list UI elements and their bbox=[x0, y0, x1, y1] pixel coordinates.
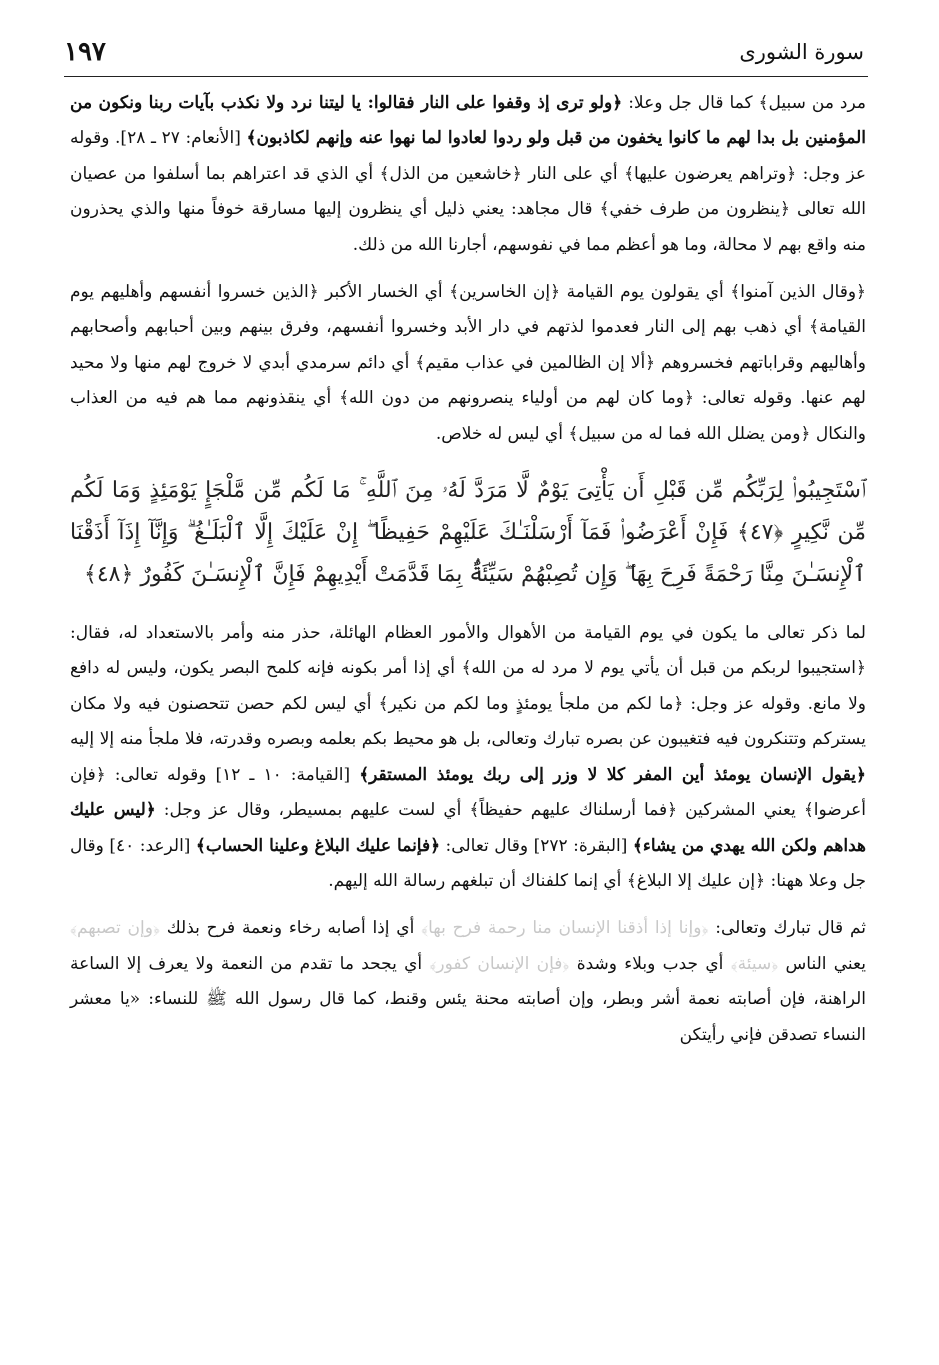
text-segment: [الأنعام: ٢٧ ـ ٢٨]. وقوله عز وجل: ﴿وتراهم يعرضون عليها﴾ أي على النار ﴿خاشعين من الذل﴾ أي الذي قد اعتراهم بما أسلفوا من عصيان الله تعالى ﴿ينظرون من طرف خفي﴾ قال مجاهد: يعني ذليل أي ينظرون إليها مسارقة خوفاً منها والذي يحذرون منه واقع بهم لا محالة، وما هو أعظم مما في نفوسهم، أجارنا الله من ذلك. bbox=[70, 128, 866, 255]
quote-segment: ﴿ليس عليك هداهم ولكن الله يهدي من يشاء﴾ bbox=[70, 800, 866, 856]
quote-segment: ﴿يقول الإنسان يومئذ أين المفر كلا لا وزر إلى ربك يومئذ المستقر﴾ bbox=[359, 764, 867, 785]
text-segment: مرد من سبيل﴾ كما قال جل وعلا: bbox=[622, 93, 866, 113]
text-segment: أي يجحد ما تقدم من النعمة ولا يعرف إلا الساعة الراهنة، فإن أصابته نعمة أشر وبطر، وإن أصابته محنة يئس وقنط، كما قال رسول الله ﷺ للنساء: «يا معشر النساء تصدقن فإني رأيتكن bbox=[70, 953, 866, 1045]
faded-quote: ﴿فإن الإنسان كفور﴾ bbox=[429, 953, 570, 974]
page-header bbox=[64, 34, 864, 70]
quote-segment: ﴿ولو ترى إذ وقفوا على النار فقالوا: يا ليتنا نرد ولا نكذب بآيات ربنا ونكون من المؤمنين بل بدا لهم ما كانوا يخفون من قبل ولو ردوا لعادوا لما نهوا عنه وإنهم لكاذبون﴾ bbox=[70, 93, 866, 149]
text-segment: أي جدب وبلاء وشدة bbox=[569, 953, 731, 974]
text-segment: يعني الناس bbox=[778, 953, 866, 974]
text-segment: ﴿وقال الذين آمنوا﴾ أي يقولون يوم القيامة ﴿إن الخاسرين﴾ أي الخسار الأكبر ﴿الذين خسروا أنفسهم وأهليهم يوم القيامة﴾ أي ذهب بهم إلى النار فعدموا لذتهم في دار الأبد وخسروا أنفسهم، وفرق بينهم وبين أحبابهم وأصحابهم وأهاليهم وقراباتهم فخسروهم ﴿ألا إن الظالمين في عذاب مقيم﴾ أي دائم سرمدي أبدي لا خروج لهم منها ولا محيد لهم عنها. وقوله تعالى: ﴿وما كان لهم من أولياء ينصرونهم من دون الله﴾ أي ينقذونهم مما هم فيه من العذاب والنكال ﴿ومن يضلل الله فما له من سبيل﴾ أي ليس له خلاص. bbox=[70, 282, 866, 444]
page-number: ١٩٧ bbox=[64, 37, 106, 67]
surah-title: سورة الشورى bbox=[739, 40, 864, 64]
text-segment: لما ذكر تعالى ما يكون في يوم القيامة من الأهوال والأمور العظام الهائلة، حذر منه وأمر بالاستعداد له، فقال: ﴿استجيبوا لربكم من قبل أن يأتي يوم لا مرد له من الله﴾ أي إذا أمر بكونه فإنه كلمح البصر يكون، وليس له دافع ولا مانع. وقوله عز وجل: ﴿ما لكم من ملجأ يومئذٍ وما لكم من نكير﴾ أي ليس لكم حصن تتحصنون فيه ولا مكان يستركم وتتنكرون فيه فتغيبون عن بصره تبارك وتعالى، بل هو محيط بكم بعلمه وبصره وقدرته، فلا ملجأ منه إلا إليه bbox=[70, 623, 866, 750]
text-segment: ثم قال تبارك وتعالى: bbox=[708, 918, 866, 939]
paragraph-4 bbox=[70, 911, 866, 1053]
text-segment: [القيامة: ١٠ ـ ١٢] وقوله تعالى: ﴿فإن أعرضوا﴾ يعني المشركين ﴿فما أرسلناك عليهم حفيظاً﴾ أي لست عليهم بمسيطر، وقال عز وجل: bbox=[70, 764, 866, 821]
faded-quote: ﴿سيئة﴾ bbox=[730, 953, 779, 974]
paragraph-3 bbox=[70, 616, 866, 899]
paragraph-2 bbox=[70, 275, 866, 452]
header-rule bbox=[64, 76, 868, 77]
quran-verse-block: ٱسْتَجِيبُوا۟ لِرَبِّكُم مِّن قَبْلِ أَن يَأْتِىَ يَوْمٌ لَّا مَرَدَّ لَهُۥ مِنَ ٱللَّهِ ۚ مَا لَكُم مِّن مَّلْجَإٍ يَوْمَئِذٍ وَمَا لَكُم مِّن نَّكِيرٍ ﴿٤٧﴾ فَإِنْ أَعْرَضُوا۟ فَمَآ أَرْسَلْنَـٰكَ عَلَيْهِمْ حَفِيظًا ۖ إِنْ عَلَيْكَ إِلَّا ٱلْبَلَـٰغُ ۗ وَإِنَّآ إِذَآ أَذَقْنَا ٱلْإِنسَـٰنَ مِنَّا رَحْمَةً فَرِحَ بِهَا ۖ وَإِن تُصِبْهُمْ سَيِّئَةٌۢ بِمَا قَدَّمَتْ أَيْدِيهِمْ فَإِنَّ ٱلْإِنسَـٰنَ كَفُورٌ ﴿٤٨﴾ bbox=[70, 478, 866, 588]
faded-quote: ﴿وإنا إذا أذقنا الإنسان منا رحمة فرح بها﴾ bbox=[421, 918, 709, 939]
page-body bbox=[70, 86, 866, 1053]
faded-quote: ﴿وإن تصبهم﴾ bbox=[70, 918, 160, 939]
paragraph-1 bbox=[70, 86, 866, 263]
text-segment: أي إذا أصابه رخاء ونعمة فرح بذلك bbox=[159, 918, 422, 939]
text-segment: [البقرة: ٢٧٢] وقال تعالى: bbox=[440, 835, 633, 856]
text-segment: [الرعد: ٤٠] وقال جل وعلا ههنا: ﴿إن عليك إلا البلاغ﴾ أي إنما كلفناك أن تبلغهم رسالة الله إليهم. bbox=[70, 835, 866, 891]
quote-segment: ﴿فإنما عليك البلاغ وعلينا الحساب﴾ bbox=[195, 835, 441, 856]
